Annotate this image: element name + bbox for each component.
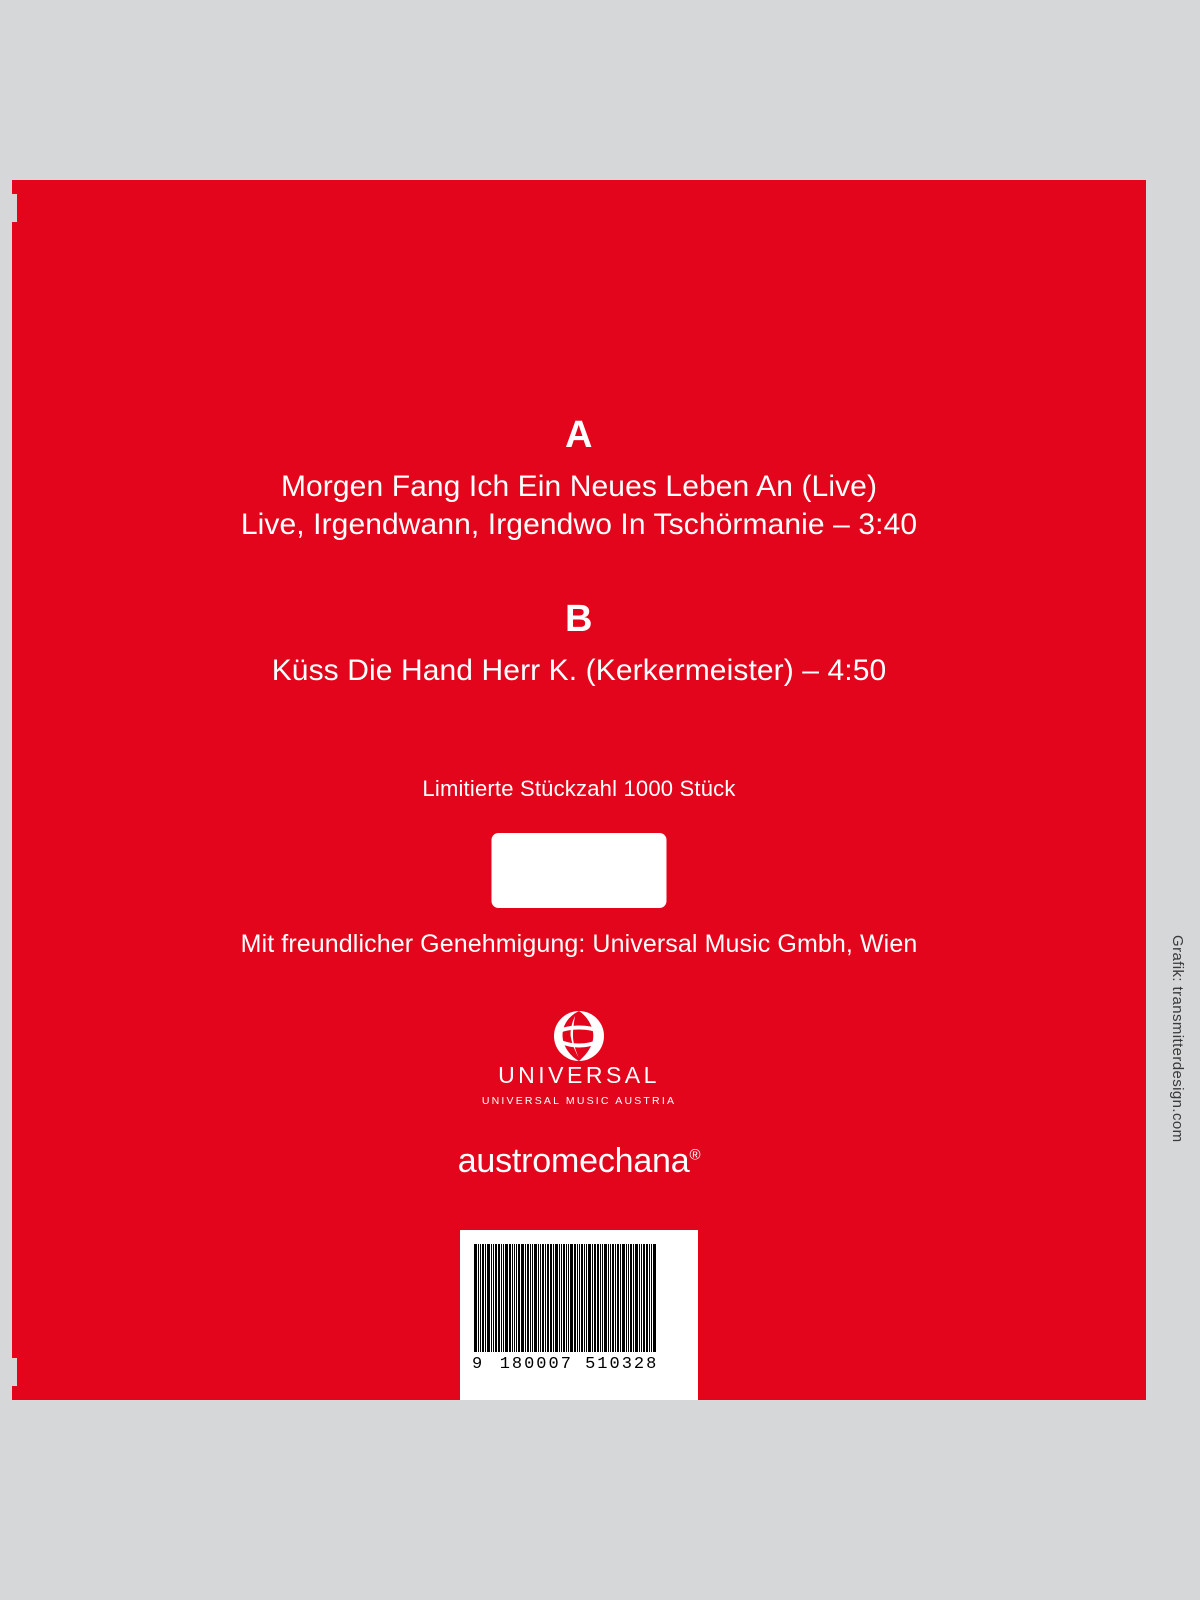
barcode-number: 180007 510328 — [499, 1355, 659, 1374]
side-b-track-title: Küss Die Hand Herr K. (Kerkermeister) – 4:50 — [271, 654, 887, 687]
permission-text: Mit freundlicher Genehmigung: Universal Music Gmbh, Wien — [240, 930, 918, 958]
side-a-letter: A — [565, 414, 593, 456]
austromechana-word: austromechana — [457, 1142, 690, 1180]
tracklist-side-b — [12, 600, 1146, 690]
blank-white-label-box — [492, 833, 667, 908]
registered-mark: ® — [689, 1146, 701, 1164]
tracklist-side-a — [12, 416, 1146, 543]
barcode-lead-digit: 9 — [472, 1355, 483, 1374]
side-a-track-detail: Live, Irgendwann, Irgendwo In Tschörmanie – 3:40 — [240, 507, 918, 541]
globe-icon — [553, 1010, 605, 1062]
barcode-digits — [460, 1355, 698, 1374]
barcode — [460, 1230, 698, 1400]
edge-notch-bottom — [12, 1358, 17, 1386]
universal-sublabel: UNIVERSAL MUSIC AUSTRIA — [481, 1095, 677, 1107]
barcode-bars — [474, 1244, 684, 1352]
austromechana-logo — [12, 1142, 1146, 1181]
record-sleeve-back-cover — [12, 180, 1146, 1400]
side-b-letter: B — [565, 598, 593, 640]
side-a-track-title: Morgen Fang Ich Ein Neues Leben An (Live) — [280, 470, 878, 503]
design-credit: Grafik: transmitterdesign.com — [1169, 935, 1186, 1143]
edge-notch-top — [12, 194, 17, 222]
limited-edition-text: Limitierte Stückzahl 1000 Stück — [422, 776, 736, 801]
universal-music-logo — [464, 1010, 694, 1107]
universal-wordmark: UNIVERSAL — [498, 1062, 660, 1088]
